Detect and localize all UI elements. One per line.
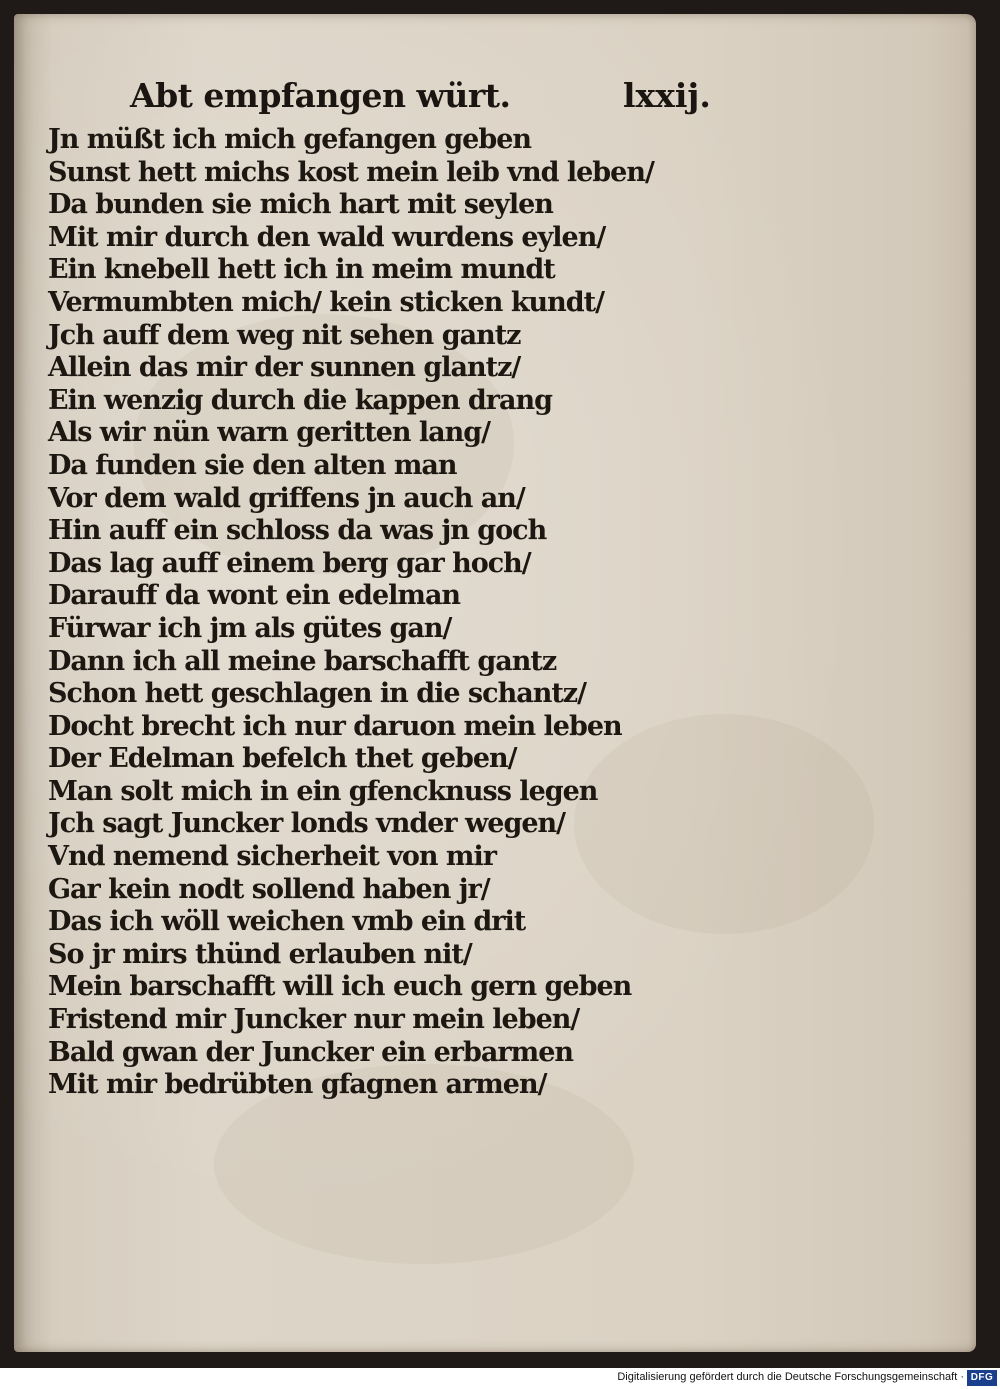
verse-line: Das ich wöll weichen vmb ein drit [48, 906, 526, 938]
verse-line: Sunst hett michs kost mein leib vnd leben/ [48, 156, 654, 188]
funding-credit: Digitalisierung gefördert durch die Deutsche Forschungsgemeinschaft · [617, 1371, 964, 1383]
verse-block [48, 124, 668, 1102]
verse-line: Schon hett geschlagen in die schantz/ [48, 678, 586, 710]
folio-number: lxxij. [623, 76, 711, 115]
verse-line: Mit mir durch den wald wurdens eylen/ [48, 221, 606, 253]
verse-line: Jn müßt ich mich gefangen geben [48, 124, 532, 155]
dfg-logo: DFG [967, 1370, 997, 1386]
verse-line: Ein knebell hett ich in meim mundt [48, 254, 555, 286]
verse-line: Dann ich all meine barschafft gantz [48, 645, 557, 677]
verse-line: Vnd nemend sicherheit von mir [48, 841, 496, 873]
verse-line: Als wir nün warn geritten lang/ [48, 417, 491, 449]
verse-line: Fristend mir Juncker nur mein leben/ [48, 1004, 580, 1036]
verse-line: Bald gwan der Juncker ein erbarmen [48, 1036, 574, 1068]
verse-line: Docht brecht ich nur daruon mein leben [48, 710, 622, 742]
verse-line: Ein wenzig durch die kappen drang [48, 384, 552, 416]
verse-line: Man solt mich in ein gfencknuss legen [48, 775, 598, 807]
verse-line: So jr mirs thünd erlauben nit/ [48, 938, 472, 970]
verse-line: Vor dem wald griffens jn auch an/ [48, 482, 525, 514]
footer-bar [0, 1368, 1000, 1389]
verse-line: Fürwar ich jm als gütes gan/ [48, 612, 452, 644]
verse-line: Mit mir bedrübten gfagnen armen/ [48, 1069, 547, 1101]
book-page [14, 14, 976, 1352]
verse-line: Allein das mir der sunnen glantz/ [48, 352, 521, 384]
verse-line: Jch auff dem weg nit sehen gantz [48, 319, 521, 351]
verse-line: Hin auff ein schloss da was jn goch [48, 515, 547, 547]
running-head: Abt empfangen würt. [130, 76, 511, 115]
verse-line: Jch sagt Juncker londs vnder wegen/ [48, 808, 566, 840]
verse-line: Darauff da wont ein edelman [48, 580, 461, 612]
verse-line: Gar kein nodt sollend haben jr/ [48, 873, 490, 905]
verse-line: Vermumbten mich/ kein sticken kundt/ [48, 286, 604, 318]
verse-line: Das lag auff einem berg gar hoch/ [48, 547, 531, 579]
verse-line: Mein barschafft will ich euch gern geben [48, 971, 632, 1003]
verse-line: Da bunden sie mich hart mit seylen [48, 189, 553, 221]
verse-line: Der Edelman befelch thet geben/ [48, 743, 517, 775]
verse-line: Da funden sie den alten man [48, 449, 457, 481]
